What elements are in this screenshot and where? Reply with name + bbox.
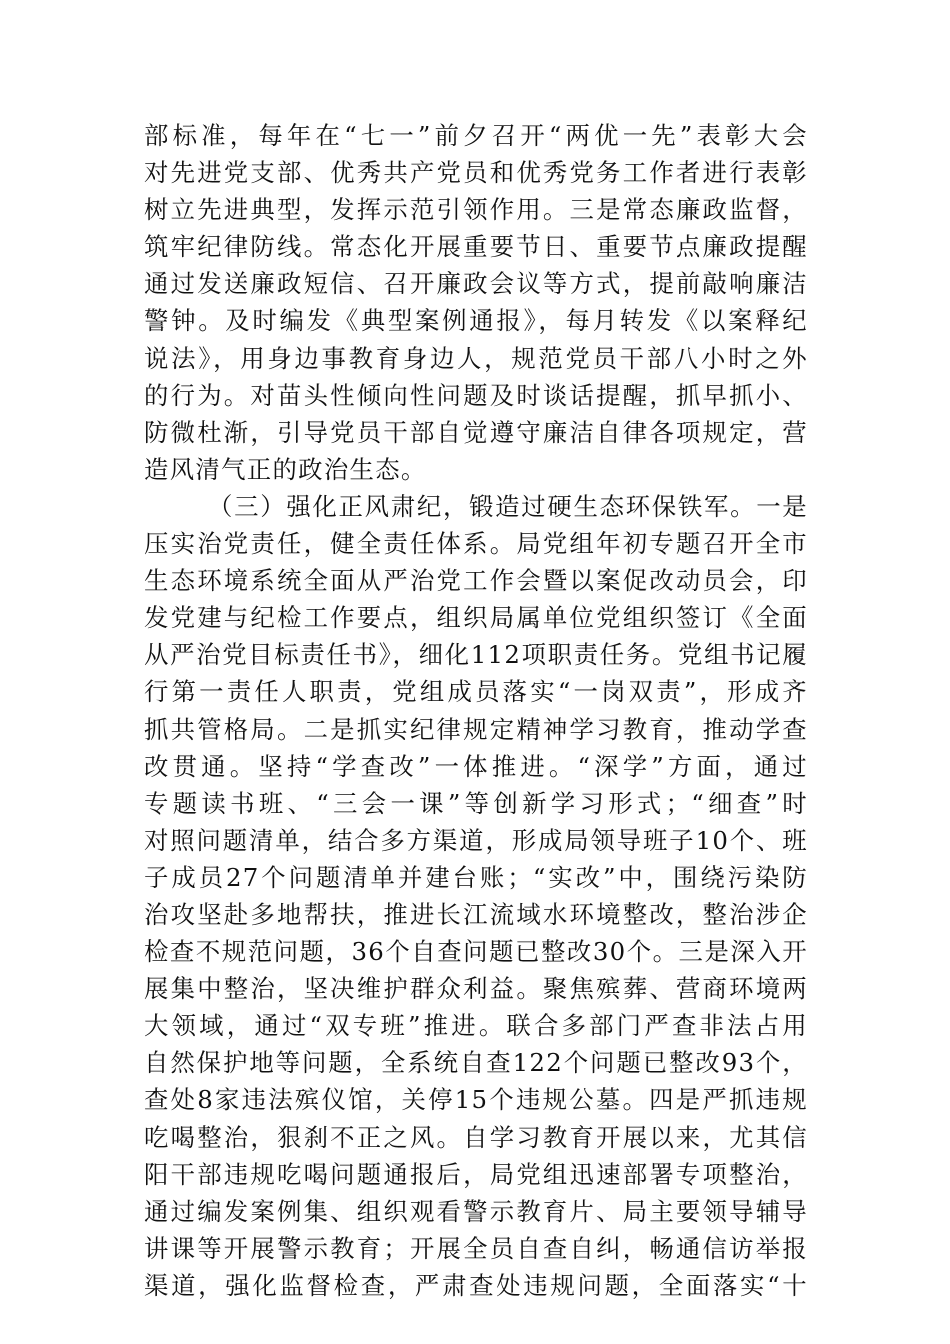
text-line-24: 展集中整治，坚决维护群众利益。聚焦殡葬、营商环境两 <box>144 974 808 1004</box>
text-line-31: 讲课等开展警示教育；开展全员自查自纠，畅通信访举报 <box>144 1233 808 1263</box>
text-line-21: 子成员27个问题清单并建台账；“实改”中，围绕污染防 <box>144 862 808 892</box>
text-line-4: 筑牢纪律防线。常态化开展重要节日、重要节点廉政提醒 <box>144 232 808 262</box>
text-line-15: 从严治党目标责任书》，细化112项职责任务。党组书记履 <box>144 640 808 670</box>
text-line-25: 大领域，通过“双专班”推进。联合多部门严查非法占用 <box>144 1011 808 1041</box>
text-line-9: 防微杜渐，引导党员干部自觉遵守廉洁自律各项规定，营 <box>144 417 808 447</box>
text-line-32: 渠道，强化监督检查，严肃查处违规问题，全面落实“十 <box>144 1270 808 1300</box>
text-line-26: 自然保护地等问题，全系统自查122个问题已整改93个， <box>144 1048 808 1078</box>
text-line-16: 行第一责任人职责，党组成员落实“一岗双责”，形成齐 <box>144 677 808 707</box>
text-line-17: 抓共管格局。二是抓实纪律规定精神学习教育，推动学查 <box>144 714 808 744</box>
text-line-8: 的行为。对苗头性倾向性问题及时谈话提醒，抓早抓小、 <box>144 380 808 410</box>
text-line-14: 发党建与纪检工作要点，组织局属单位党组织签订《全面 <box>144 603 808 633</box>
section-heading-line: （三）强化正风肃纪，锻造过硬生态环保铁军。一是 <box>208 491 808 521</box>
text-line-28: 吃喝整治，狠刹不正之风。自学习教育开展以来，尤其信 <box>144 1122 808 1152</box>
text-line-19: 专题读书班、“三会一课”等创新学习形式；“细查”时 <box>144 788 808 818</box>
text-line-29: 阳干部违规吃喝问题通报后，局党组迅速部署专项整治， <box>144 1159 808 1189</box>
text-line-1: 部标准，每年在“七一”前夕召开“两优一先”表彰大会 <box>144 121 808 150</box>
text-line-3: 树立先进典型，发挥示范引领作用。三是常态廉政监督， <box>144 195 808 225</box>
text-line-23: 检查不规范问题，36个自查问题已整改30个。三是深入开 <box>144 937 808 967</box>
text-line-13: 生态环境系统全面从严治党工作会暨以案促改动员会，印 <box>144 566 808 596</box>
text-line-12: 压实治党责任，健全责任体系。局党组年初专题召开全市 <box>144 529 808 559</box>
text-line-2: 对先进党支部、优秀共产党员和优秀党务工作者进行表彰 <box>144 158 808 188</box>
text-line-22: 治攻坚赴多地帮扶，推进长江流域水环境整改，整治涉企 <box>144 899 808 929</box>
body-text <box>144 117 808 1304</box>
text-line-5: 通过发送廉政短信、召开廉政会议等方式，提前敲响廉洁 <box>144 269 808 299</box>
text-line-27: 查处8家违法殡仪馆，关停15个违规公墓。四是严抓违规 <box>144 1085 808 1115</box>
text-line-18: 改贯通。坚持“学查改”一体推进。“深学”方面，通过 <box>144 751 808 781</box>
text-line-10: 造风清气正的政治生态。 <box>144 454 427 484</box>
text-line-7: 说法》，用身边事教育身边人，规范党员干部八小时之外 <box>144 343 808 373</box>
text-line-20: 对照问题清单，结合多方渠道，形成局领导班子10个、班 <box>144 825 808 855</box>
text-line-30: 通过编发案例集、组织观看警示教育片、局主要领导辅导 <box>144 1196 808 1226</box>
text-line-6: 警钟。及时编发《典型案例通报》，每月转发《以案释纪 <box>144 306 808 336</box>
